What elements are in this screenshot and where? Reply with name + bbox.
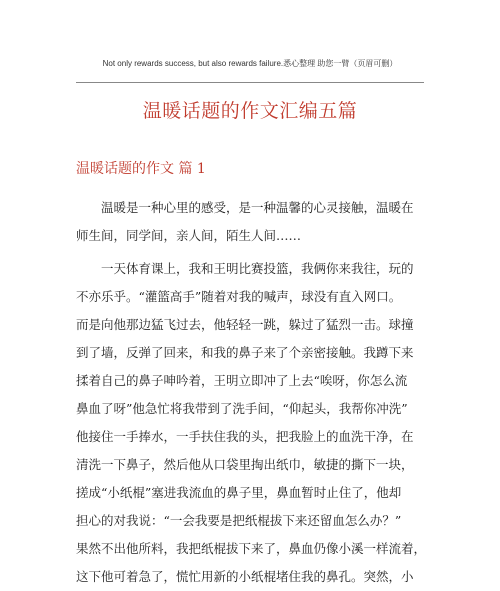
paragraph-line: 担心的对我说：“一会我要是把纸棍拔下来还留血怎么办？” — [76, 513, 402, 528]
paragraph-1 — [76, 194, 426, 250]
paragraph-line: 温暖是一种心里的感受，是一种温馨的心灵接触，温暖在 — [76, 200, 414, 215]
page-header: Not only rewards success, but also rewards failure.悉心整理 助您一臂（页眉可删） — [102, 59, 398, 68]
header-divider — [76, 82, 424, 83]
section-title: 温暖话题的作文 篇 1 — [76, 161, 206, 177]
paragraph-2 — [76, 255, 426, 591]
paragraph-line: 搓成“小纸棍”塞进我流血的鼻子里，鼻血暂时止住了，他却 — [76, 485, 402, 500]
paragraph-line: 师生间，同学间，亲人间，陌生人间…… — [76, 228, 302, 243]
paragraph-line: 这下他可着急了，慌忙用新的小纸棍堵住我的鼻孔。突然，小 — [76, 569, 414, 584]
document-title: 温暖话题的作文汇编五篇 — [142, 100, 358, 122]
paragraph-line: 揉着自己的鼻子呻吟着，王明立即冲了上去“唉呀，你怎么流 — [76, 373, 408, 388]
paragraph-line: 到了墙，反弹了回来，和我的鼻子来了个亲密接触。我蹲下来 — [76, 345, 414, 360]
paragraph-line: 果然不出他所料，我把纸棍拔下来了，鼻血仍像小溪一样流着， — [76, 541, 427, 556]
paragraph-line: 他接住一手捧水，一手扶住我的头，把我脸上的血洗干净，在 — [76, 429, 414, 444]
paragraph-line: 清洗一下鼻子，然后他从口袋里掏出纸巾，敏捷的撕下一块， — [76, 457, 414, 472]
paragraph-line: 不亦乐乎。“灌篮高手”随着对我的喊声，球没有直入网口。 — [76, 289, 402, 304]
paragraph-line: 一天体育课上，我和王明比赛投篮，我俩你来我往，玩的 — [76, 261, 414, 276]
paragraph-line: 鼻血了呀”他急忙将我带到了洗手间，“仰起头，我帮你冲洗” — [76, 401, 408, 416]
paragraph-line: 而是向他那边猛飞过去，他轻轻一跳，躲过了猛烈一击。球撞 — [76, 317, 414, 332]
